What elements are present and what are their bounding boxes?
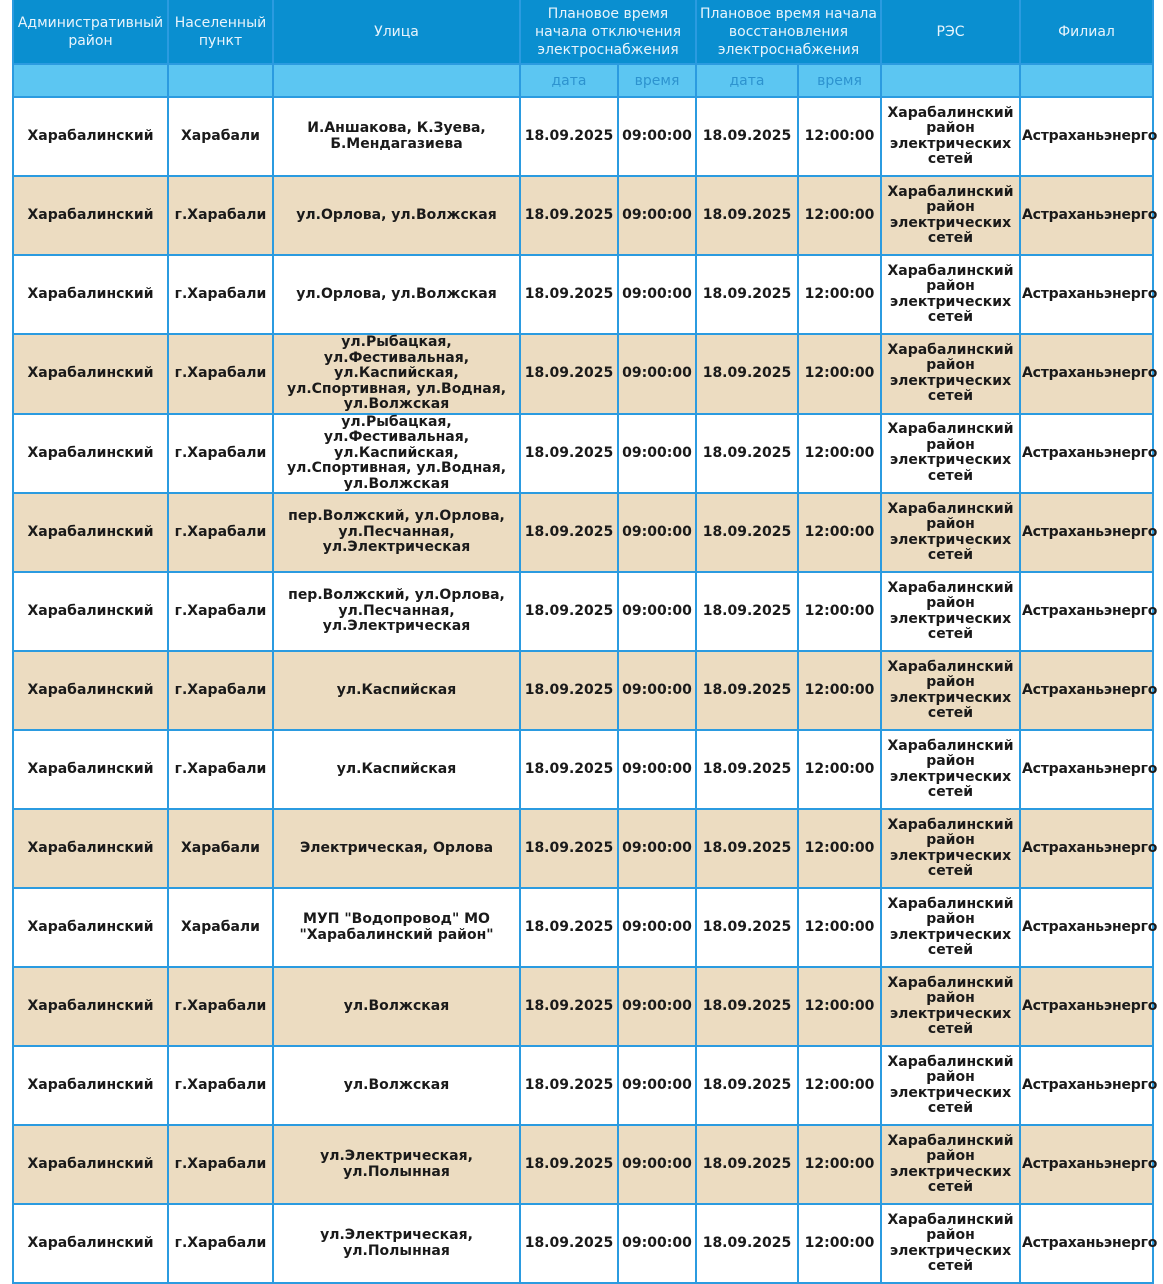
cell-branch: Астраханьэнерго (1020, 493, 1153, 572)
cell-restore-date: 18.09.2025 (696, 651, 798, 730)
cell-street: ул.Волжская (273, 967, 520, 1046)
cell-res: Харабалинский район электрических сетей (881, 493, 1020, 572)
cell-district: Харабалинский (13, 255, 168, 334)
table-row (13, 967, 1153, 1046)
header-outage-start: Плановое время начала отключения электроснабжения (520, 0, 696, 64)
table-row (13, 414, 1153, 494)
cell-street: Электрическая, Орлова (273, 809, 520, 888)
cell-branch: Астраханьэнерго (1020, 651, 1153, 730)
cell-restore-date: 18.09.2025 (696, 176, 798, 255)
header-branch: Филиал (1020, 0, 1153, 64)
cell-res: Харабалинский район электрических сетей (881, 176, 1020, 255)
table-header (13, 0, 1153, 97)
cell-district: Харабалинский (13, 1204, 168, 1283)
cell-restore-date: 18.09.2025 (696, 334, 798, 414)
cell-restore-time: 12:00:00 (798, 1204, 881, 1283)
table-row (13, 493, 1153, 572)
cell-restore-date: 18.09.2025 (696, 809, 798, 888)
cell-res: Харабалинский район электрических сетей (881, 572, 1020, 651)
cell-branch: Астраханьэнерго (1020, 888, 1153, 967)
cell-restore-time: 12:00:00 (798, 255, 881, 334)
table-row (13, 809, 1153, 888)
cell-outage-time: 09:00:00 (618, 97, 696, 176)
cell-settlement: Харабали (168, 97, 273, 176)
cell-restore-time: 12:00:00 (798, 809, 881, 888)
header-res: РЭС (881, 0, 1020, 64)
cell-restore-date: 18.09.2025 (696, 255, 798, 334)
cell-restore-date: 18.09.2025 (696, 967, 798, 1046)
cell-branch: Астраханьэнерго (1020, 1204, 1153, 1283)
outage-schedule-table (12, 0, 1158, 1284)
cell-district: Харабалинский (13, 572, 168, 651)
subheader-outage-time: время (618, 64, 696, 97)
cell-branch: Астраханьэнерго (1020, 255, 1153, 334)
cell-settlement: г.Харабали (168, 334, 273, 414)
table-row (13, 176, 1153, 255)
cell-restore-date: 18.09.2025 (696, 888, 798, 967)
cell-res: Харабалинский район электрических сетей (881, 651, 1020, 730)
cell-restore-date: 18.09.2025 (696, 1125, 798, 1204)
cell-street: ул.Рыбацкая, ул.Фестивальная, ул.Каспийская, ул.Спортивная, ул.Водная, ул.Волжская (273, 414, 520, 494)
cell-settlement: г.Харабали (168, 651, 273, 730)
cell-restore-date: 18.09.2025 (696, 572, 798, 651)
cell-restore-time: 12:00:00 (798, 572, 881, 651)
cell-settlement: Харабали (168, 809, 273, 888)
cell-district: Харабалинский (13, 809, 168, 888)
cell-outage-time: 09:00:00 (618, 493, 696, 572)
cell-street: пер.Волжский, ул.Орлова, ул.Песчанная, ул.Электрическая (273, 493, 520, 572)
cell-res: Харабалинский район электрических сетей (881, 1046, 1020, 1125)
cell-settlement: г.Харабали (168, 730, 273, 809)
cell-district: Харабалинский (13, 97, 168, 176)
cell-outage-date: 18.09.2025 (520, 97, 618, 176)
cell-street: И.Аншакова, К.Зуева, Б.Мендагазиева (273, 97, 520, 176)
table-row (13, 730, 1153, 809)
cell-outage-time: 09:00:00 (618, 414, 696, 494)
cell-settlement: г.Харабали (168, 493, 273, 572)
cell-outage-date: 18.09.2025 (520, 967, 618, 1046)
cell-restore-date: 18.09.2025 (696, 1046, 798, 1125)
table-row (13, 1125, 1153, 1204)
table-row (13, 572, 1153, 651)
table-row (13, 1046, 1153, 1125)
cell-restore-time: 12:00:00 (798, 888, 881, 967)
cell-outage-date: 18.09.2025 (520, 888, 618, 967)
cell-district: Харабалинский (13, 888, 168, 967)
cell-district: Харабалинский (13, 730, 168, 809)
cell-res: Харабалинский район электрических сетей (881, 730, 1020, 809)
cell-outage-date: 18.09.2025 (520, 1046, 618, 1125)
cell-branch: Астраханьэнерго (1020, 730, 1153, 809)
cell-street: пер.Волжский, ул.Орлова, ул.Песчанная, ул.Электрическая (273, 572, 520, 651)
cell-street: ул.Орлова, ул.Волжская (273, 255, 520, 334)
table-row (13, 1204, 1153, 1283)
subheader-empty (273, 64, 520, 97)
cell-outage-time: 09:00:00 (618, 888, 696, 967)
cell-outage-date: 18.09.2025 (520, 176, 618, 255)
cell-branch: Астраханьэнерго (1020, 572, 1153, 651)
cell-restore-time: 12:00:00 (798, 176, 881, 255)
cell-street: ул.Орлова, ул.Волжская (273, 176, 520, 255)
cell-branch: Астраханьэнерго (1020, 334, 1153, 414)
subheader-empty (13, 64, 168, 97)
cell-restore-date: 18.09.2025 (696, 414, 798, 494)
subheader-empty (881, 64, 1020, 97)
cell-outage-time: 09:00:00 (618, 176, 696, 255)
header-street: Улица (273, 0, 520, 64)
cell-restore-date: 18.09.2025 (696, 493, 798, 572)
cell-restore-date: 18.09.2025 (696, 730, 798, 809)
cell-district: Харабалинский (13, 1046, 168, 1125)
cell-district: Харабалинский (13, 493, 168, 572)
subheader-outage-date: дата (520, 64, 618, 97)
cell-restore-date: 18.09.2025 (696, 97, 798, 176)
cell-branch: Астраханьэнерго (1020, 176, 1153, 255)
cell-outage-date: 18.09.2025 (520, 1204, 618, 1283)
cell-outage-time: 09:00:00 (618, 1204, 696, 1283)
cell-settlement: г.Харабали (168, 1046, 273, 1125)
cell-res: Харабалинский район электрических сетей (881, 967, 1020, 1046)
header-row (13, 0, 1153, 64)
cell-outage-date: 18.09.2025 (520, 651, 618, 730)
cell-settlement: г.Харабали (168, 572, 273, 651)
cell-street: ул.Электрическая, ул.Полынная (273, 1204, 520, 1283)
cell-settlement: г.Харабали (168, 255, 273, 334)
cell-branch: Астраханьэнерго (1020, 97, 1153, 176)
cell-branch: Астраханьэнерго (1020, 809, 1153, 888)
cell-restore-time: 12:00:00 (798, 967, 881, 1046)
cell-restore-time: 12:00:00 (798, 651, 881, 730)
cell-street: МУП "Водопровод" МО "Харабалинский район" (273, 888, 520, 967)
cell-restore-time: 12:00:00 (798, 1125, 881, 1204)
cell-restore-date: 18.09.2025 (696, 1204, 798, 1283)
cell-outage-time: 09:00:00 (618, 572, 696, 651)
cell-res: Харабалинский район электрических сетей (881, 809, 1020, 888)
cell-settlement: г.Харабали (168, 176, 273, 255)
cell-settlement: г.Харабали (168, 414, 273, 494)
subheader-row (13, 64, 1153, 97)
cell-outage-time: 09:00:00 (618, 967, 696, 1046)
cell-settlement: г.Харабали (168, 1125, 273, 1204)
cell-restore-time: 12:00:00 (798, 97, 881, 176)
cell-branch: Астраханьэнерго (1020, 967, 1153, 1046)
cell-res: Харабалинский район электрических сетей (881, 1125, 1020, 1204)
cell-res: Харабалинский район электрических сетей (881, 255, 1020, 334)
subheader-empty (168, 64, 273, 97)
cell-street: ул.Электрическая, ул.Полынная (273, 1125, 520, 1204)
cell-outage-date: 18.09.2025 (520, 572, 618, 651)
cell-restore-time: 12:00:00 (798, 730, 881, 809)
cell-restore-time: 12:00:00 (798, 493, 881, 572)
cell-outage-time: 09:00:00 (618, 651, 696, 730)
cell-res: Харабалинский район электрических сетей (881, 414, 1020, 494)
cell-district: Харабалинский (13, 176, 168, 255)
cell-branch: Астраханьэнерго (1020, 1125, 1153, 1204)
cell-street: ул.Рыбацкая, ул.Фестивальная, ул.Каспийская, ул.Спортивная, ул.Водная, ул.Волжская (273, 334, 520, 414)
cell-outage-date: 18.09.2025 (520, 334, 618, 414)
header-restore-start: Плановое время начала восстановления электроснабжения (696, 0, 881, 64)
cell-district: Харабалинский (13, 334, 168, 414)
cell-district: Харабалинский (13, 967, 168, 1046)
subheader-restore-time: время (798, 64, 881, 97)
cell-outage-date: 18.09.2025 (520, 730, 618, 809)
cell-outage-date: 18.09.2025 (520, 255, 618, 334)
cell-restore-time: 12:00:00 (798, 1046, 881, 1125)
cell-outage-time: 09:00:00 (618, 730, 696, 809)
cell-outage-date: 18.09.2025 (520, 809, 618, 888)
cell-outage-time: 09:00:00 (618, 809, 696, 888)
cell-district: Харабалинский (13, 414, 168, 494)
table-body (13, 97, 1158, 1283)
cell-outage-date: 18.09.2025 (520, 493, 618, 572)
cell-street: ул.Каспийская (273, 730, 520, 809)
header-district: Административный район (13, 0, 168, 64)
cell-res: Харабалинский район электрических сетей (881, 97, 1020, 176)
cell-settlement: Харабали (168, 888, 273, 967)
table-row (13, 97, 1153, 176)
table-row (13, 651, 1153, 730)
cell-branch: Астраханьэнерго (1020, 414, 1153, 494)
cell-restore-time: 12:00:00 (798, 414, 881, 494)
cell-outage-date: 18.09.2025 (520, 414, 618, 494)
cell-district: Харабалинский (13, 651, 168, 730)
cell-settlement: г.Харабали (168, 1204, 273, 1283)
cell-outage-time: 09:00:00 (618, 1125, 696, 1204)
cell-branch: Астраханьэнерго (1020, 1046, 1153, 1125)
cell-outage-time: 09:00:00 (618, 334, 696, 414)
cell-street: ул.Каспийская (273, 651, 520, 730)
cell-outage-time: 09:00:00 (618, 255, 696, 334)
subheader-empty (1020, 64, 1153, 97)
cell-res: Харабалинский район электрических сетей (881, 1204, 1020, 1283)
table-row (13, 255, 1153, 334)
cell-restore-time: 12:00:00 (798, 334, 881, 414)
cell-outage-time: 09:00:00 (618, 1046, 696, 1125)
cell-street: ул.Волжская (273, 1046, 520, 1125)
subheader-restore-date: дата (696, 64, 798, 97)
cell-res: Харабалинский район электрических сетей (881, 888, 1020, 967)
cell-res: Харабалинский район электрических сетей (881, 334, 1020, 414)
cell-district: Харабалинский (13, 1125, 168, 1204)
table-row (13, 888, 1153, 967)
header-settlement: Населенный пункт (168, 0, 273, 64)
cell-outage-date: 18.09.2025 (520, 1125, 618, 1204)
cell-settlement: г.Харабали (168, 967, 273, 1046)
table-row (13, 334, 1153, 414)
